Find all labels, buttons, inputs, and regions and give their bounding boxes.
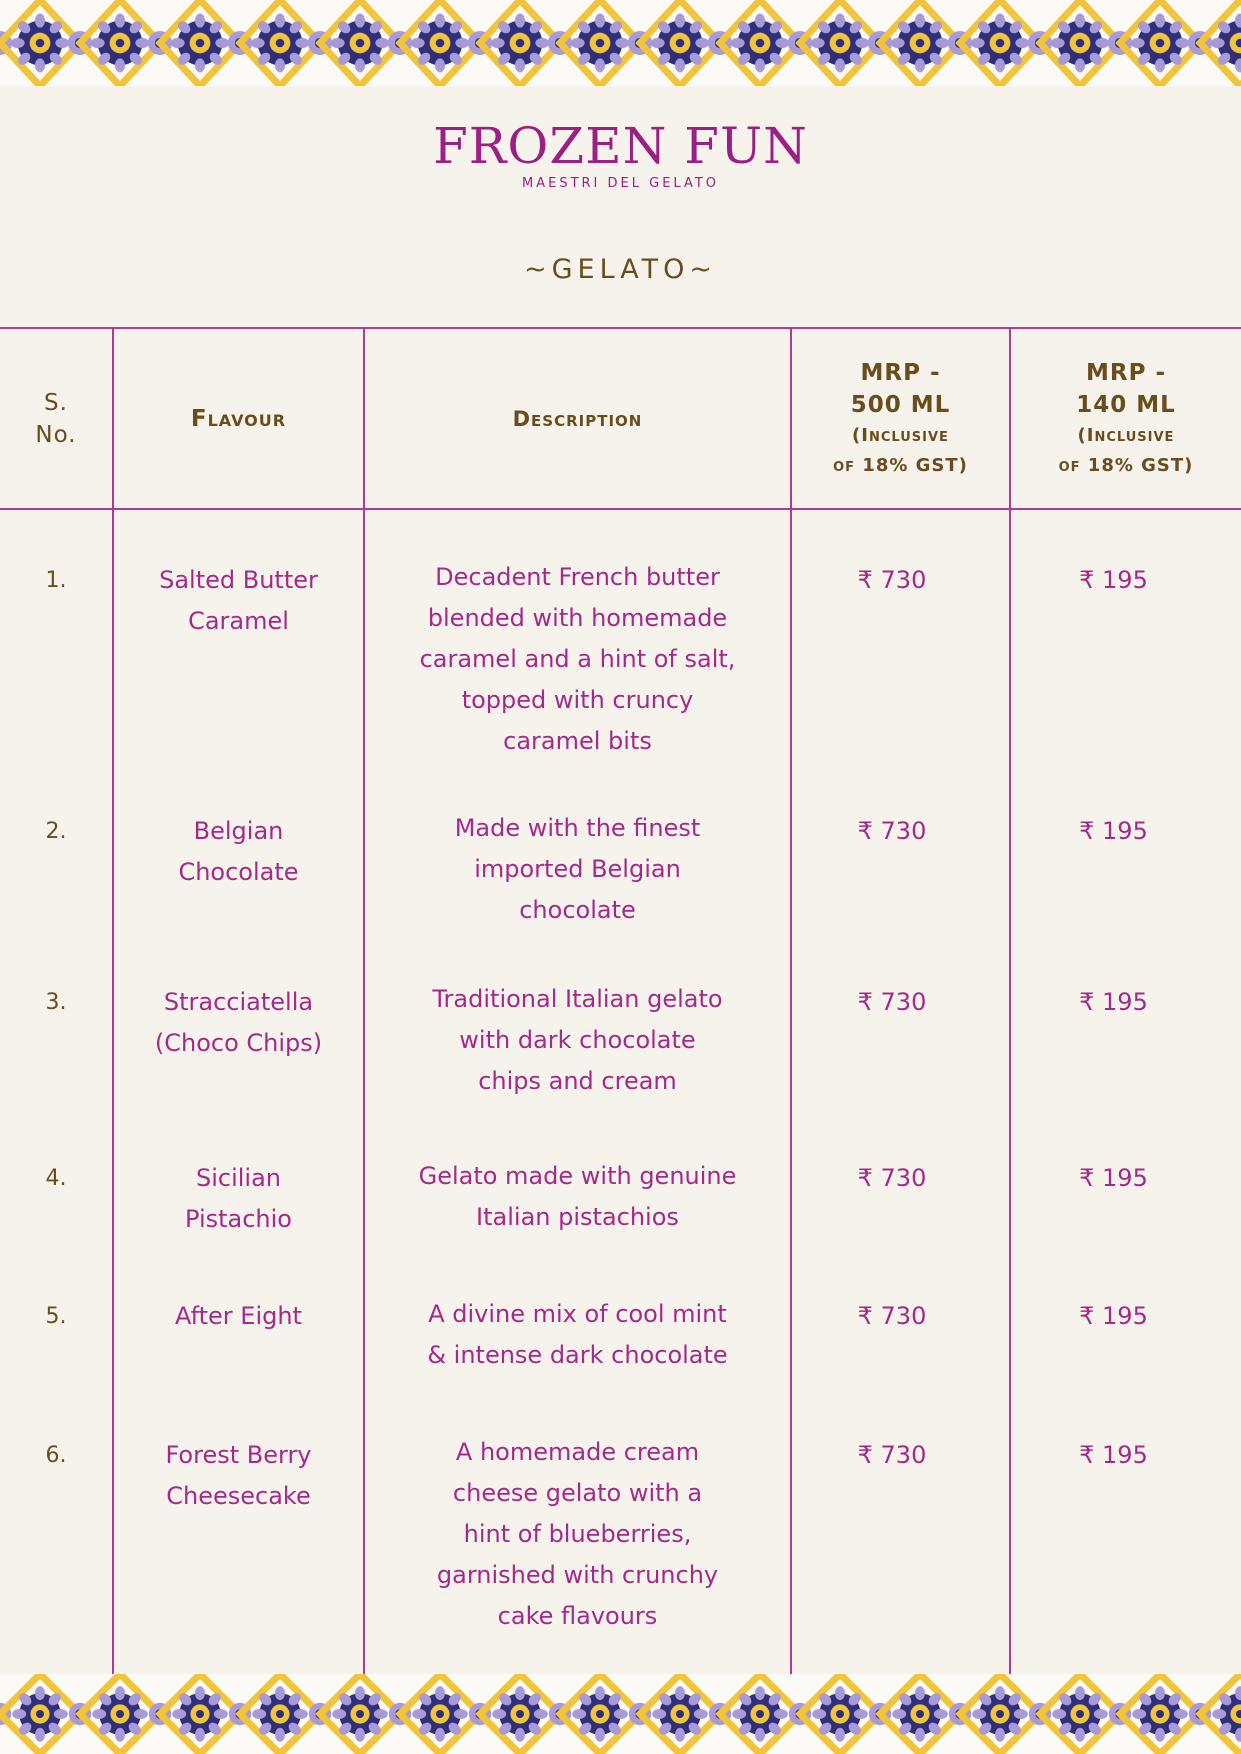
- row-flavour: [114, 1296, 363, 1337]
- row-flavour: [114, 811, 363, 893]
- header-mrp-140-line4: of 18% GST): [1058, 454, 1194, 476]
- flavour-line: After Eight: [175, 1302, 302, 1330]
- row-sno: 2.: [45, 819, 67, 844]
- row-mrp-500: ₹ 730: [857, 817, 927, 845]
- header-mrp-500: [792, 329, 1009, 508]
- description-line: & intense dark chocolate: [427, 1341, 728, 1369]
- row-description: [365, 1156, 790, 1238]
- row-mrp-140: ₹ 195: [1079, 1441, 1148, 1469]
- row-mrp-500: ₹ 730: [857, 1441, 927, 1469]
- description-line: caramel and a hint of salt,: [419, 645, 736, 673]
- flavour-line: Cheesecake: [166, 1482, 311, 1510]
- row-description: [365, 557, 790, 762]
- header-mrp-140-line3: (Inclusive: [1077, 424, 1175, 446]
- description-line: cake flavours: [497, 1602, 658, 1630]
- flavour-line: Forest Berry: [165, 1441, 312, 1469]
- flavour-line: Chocolate: [178, 858, 299, 886]
- flavour-line: Belgian: [193, 817, 284, 845]
- brand-tagline: MAESTRI DEL GELATO: [522, 176, 719, 191]
- header-description-label: Description: [512, 406, 643, 431]
- row-mrp-140: ₹ 195: [1079, 817, 1148, 845]
- bottom-tile-border: [0, 1674, 1241, 1754]
- description-line: Traditional Italian gelato: [432, 985, 723, 1013]
- description-line: chips and cream: [478, 1067, 677, 1095]
- description-line: A divine mix of cool mint: [428, 1300, 727, 1328]
- header-sno: [0, 329, 112, 508]
- header-flavour-label: Flavour: [190, 405, 287, 432]
- row-description: [365, 1294, 790, 1376]
- row-mrp-500: ₹ 730: [857, 988, 927, 1016]
- header-flavour: [114, 329, 363, 508]
- description-line: topped with cruncy: [461, 686, 694, 714]
- row-description: [365, 808, 790, 931]
- header-mrp-500-line1: MRP -: [860, 359, 941, 386]
- description-line: blended with homemade: [427, 604, 728, 632]
- table-header-rule: [0, 508, 1241, 510]
- description-line: with dark chocolate: [459, 1026, 696, 1054]
- row-sno: 4.: [45, 1166, 67, 1191]
- description-line: hint of blueberries,: [463, 1520, 692, 1548]
- row-sno: 5.: [45, 1304, 67, 1329]
- row-mrp-140: ₹ 195: [1079, 566, 1148, 594]
- brand-name: FROZEN FUN: [433, 117, 808, 175]
- row-mrp-140: ₹ 195: [1079, 1164, 1148, 1192]
- header-mrp-500-line2: 500 ML: [850, 391, 951, 418]
- row-mrp-140: ₹ 195: [1079, 1302, 1148, 1330]
- section-title: ~GELATO~: [523, 254, 717, 285]
- row-flavour: [114, 560, 363, 642]
- row-sno: 1.: [45, 568, 67, 593]
- row-mrp-140: ₹ 195: [1079, 988, 1148, 1016]
- row-mrp-500: ₹ 730: [857, 1302, 927, 1330]
- description-line: Decadent French butter: [435, 563, 720, 591]
- row-sno: 3.: [45, 990, 67, 1015]
- description-line: cheese gelato with a: [452, 1479, 703, 1507]
- header-description: [365, 329, 790, 508]
- header-mrp-500-line4: of 18% GST): [833, 454, 968, 476]
- description-line: chocolate: [519, 896, 636, 924]
- row-sno: 6.: [45, 1443, 67, 1468]
- header-mrp-140: [1011, 329, 1241, 508]
- row-flavour: [114, 1435, 363, 1517]
- row-flavour: [114, 1158, 363, 1240]
- flavour-line: Salted Butter: [159, 566, 318, 594]
- top-tile-border: [0, 0, 1241, 86]
- flavour-line: Stracciatella: [163, 988, 314, 1016]
- description-line: A homemade cream: [455, 1438, 700, 1466]
- flavour-line: Caramel: [188, 607, 289, 635]
- flavour-line: Pistachio: [185, 1205, 292, 1233]
- header-mrp-500-line3: (Inclusive: [852, 424, 949, 446]
- header-mrp-140-line2: 140 ML: [1076, 391, 1176, 418]
- header-mrp-140-line1: MRP -: [1085, 359, 1166, 386]
- row-mrp-500: ₹ 730: [857, 1164, 927, 1192]
- tile-pattern-top: [0, 0, 1241, 86]
- row-description: [365, 979, 790, 1102]
- description-line: Gelato made with genuine: [418, 1162, 737, 1190]
- description-line: Made with the finest: [454, 814, 701, 842]
- row-description: [365, 1432, 790, 1637]
- row-mrp-500: ₹ 730: [857, 566, 927, 594]
- description-line: caramel bits: [503, 727, 652, 755]
- row-flavour: [114, 982, 363, 1064]
- description-line: Italian pistachios: [476, 1203, 679, 1231]
- header-sno-line1: S.: [44, 389, 68, 416]
- description-line: garnished with crunchy: [436, 1561, 719, 1589]
- flavour-line: (Choco Chips): [154, 1029, 323, 1057]
- header-sno-line2: No.: [35, 421, 77, 448]
- flavour-line: Sicilian: [195, 1164, 282, 1192]
- brand-logo: [0, 118, 1241, 191]
- description-line: imported Belgian: [474, 855, 681, 883]
- tile-pattern-bottom: [0, 1674, 1241, 1754]
